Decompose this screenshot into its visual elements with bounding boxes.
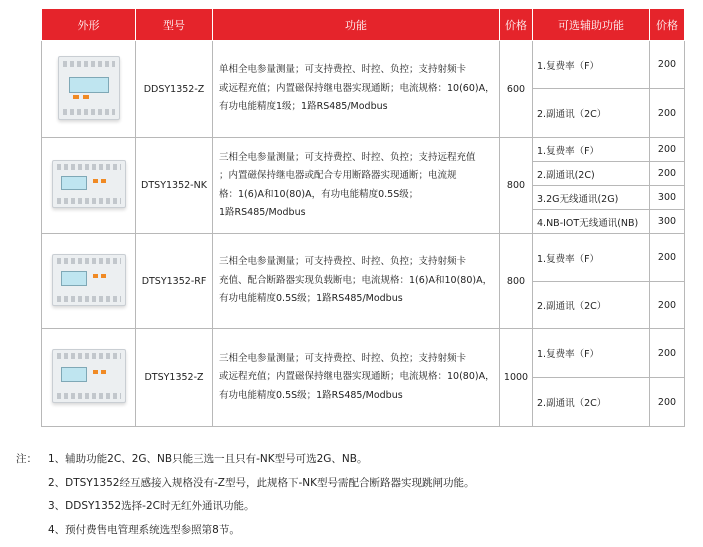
model-name: DTSY1352-NK [136, 138, 213, 234]
model-name: DDSY1352-Z [136, 41, 213, 138]
option-name: 2.副通讯（2C） [533, 378, 650, 427]
option-name: 2.副通讯（2C） [533, 282, 650, 329]
function-line: 三相全电参量测量；可支持费控、时控、负控；支持射频卡 [219, 352, 467, 364]
meter-image-three-phase [52, 160, 126, 208]
option-price: 200 [650, 234, 685, 282]
price: 1000 [500, 329, 533, 427]
note-item: 3、DDSY1352选择-2C时无红外通讯功能。 [48, 500, 255, 512]
function-description [213, 234, 500, 329]
function-line: 有功电能精度1级；1路RS485/Modbus [219, 101, 388, 113]
function-description [213, 138, 500, 234]
notes-label: 注： [16, 453, 37, 465]
price: 600 [500, 41, 533, 138]
note-item: 2、DTSY1352经互感接入规格没有-Z型号，此规格下-NK型号需配合断路器实现跳闸功能。 [48, 476, 475, 489]
product-image-cell [42, 138, 136, 234]
header-optional-functions: 可选辅助功能 [533, 9, 650, 41]
option-name: 2.副通讯（2C） [533, 89, 650, 138]
price: 800 [500, 234, 533, 329]
meter-image-three-phase-rf [52, 254, 126, 306]
function-line: 或远程充值；内置磁保持继电器实现通断；电流规格：10(80)A， [219, 371, 495, 383]
header-appearance: 外形 [42, 9, 136, 41]
option-price: 200 [650, 162, 685, 186]
product-image-cell [42, 234, 136, 329]
function-line: 单相全电参量测量；可支持费控、时控、负控；支持射频卡 [219, 64, 467, 76]
option-price: 200 [650, 138, 685, 162]
product-image-cell [42, 329, 136, 427]
option-price: 300 [650, 186, 685, 210]
meter-image-three-phase-z [52, 349, 126, 403]
model-name: DTSY1352-RF [136, 234, 213, 329]
option-price: 200 [650, 282, 685, 329]
option-name: 1.复费率（F） [533, 41, 650, 89]
function-line: 格：1(6)A和10(80)A，有功电能精度0.5S级； [219, 188, 419, 200]
function-line: 三相全电参量测量；可支持费控、时控、负控；支持远程充值 [219, 151, 476, 163]
table-row [42, 41, 685, 89]
meter-image-single-phase [58, 56, 120, 120]
option-name: 2.副通讯(2C) [533, 162, 650, 186]
function-line: 充值、配合断路器实现负载断电；电流规格：1(6)A和10(80)A， [219, 274, 493, 286]
option-price: 200 [650, 41, 685, 89]
product-image-cell [42, 41, 136, 138]
function-line: 或远程充值；内置磁保持继电器实现通断；电流规格：10(60)A， [219, 82, 495, 94]
model-name: DTSY1352-Z [136, 329, 213, 427]
option-price: 200 [650, 378, 685, 427]
spec-table [41, 8, 685, 427]
function-line: 1路RS485/Modbus [219, 207, 306, 218]
header-function: 功能 [213, 9, 500, 41]
option-price: 200 [650, 329, 685, 378]
notes-section [16, 448, 475, 542]
header-price: 价格 [500, 9, 533, 41]
function-line: 有功电能精度0.5S级；1路RS485/Modbus [219, 389, 403, 401]
function-description [213, 329, 500, 427]
function-description [213, 41, 500, 138]
option-name: 1.复费率（F） [533, 234, 650, 282]
option-price: 200 [650, 89, 685, 138]
table-row [42, 138, 685, 162]
price: 800 [500, 138, 533, 234]
table-row [42, 234, 685, 282]
function-line: ；内置磁保持继电器或配合专用断路器实现通断；电流规 [219, 170, 457, 181]
note-item: 4、预付费售电管理系统选型参照第8节。 [48, 523, 240, 536]
option-name: 4.NB-IOT无线通讯(NB) [533, 210, 650, 234]
header-option-price: 价格 [650, 9, 685, 41]
function-line: 三相全电参量测量；可支持费控、时控、负控；支持射频卡 [219, 256, 467, 268]
option-name: 1.复费率（F） [533, 329, 650, 378]
table-row [42, 329, 685, 378]
header-model: 型号 [136, 9, 213, 41]
option-price: 300 [650, 210, 685, 234]
option-name: 1.复费率（F） [533, 138, 650, 162]
note-item: 注： 1、辅助功能2C、2G、NB只能三选一且只有-NK型号可选2G、NB。 [16, 448, 475, 472]
function-line: 有功电能精度0.5S级；1路RS485/Modbus [219, 293, 403, 305]
header-row [42, 9, 685, 41]
option-name: 3.2G无线通讯(2G) [533, 186, 650, 210]
